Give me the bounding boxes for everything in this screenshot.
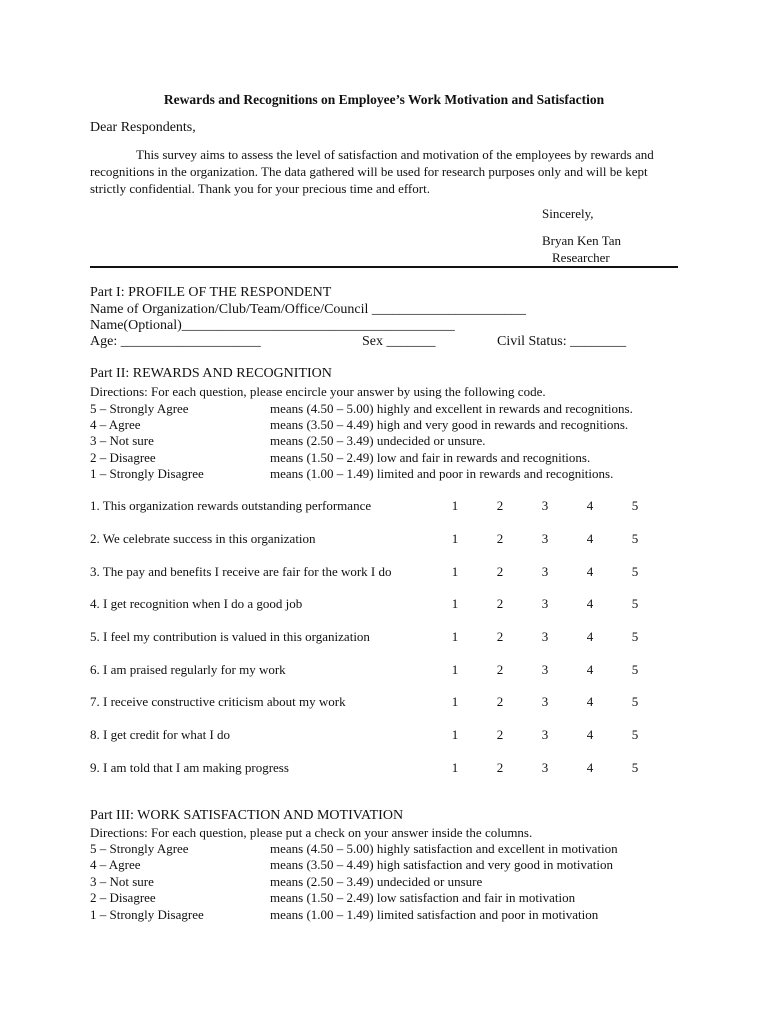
answer-option-1[interactable]: 1: [451, 531, 459, 546]
answer-option-5[interactable]: 5: [631, 564, 639, 579]
answer-option-5[interactable]: 5: [631, 694, 639, 709]
question-text: 8. I get credit for what I do: [90, 727, 231, 742]
answer-option-1[interactable]: 1: [451, 596, 459, 611]
part2-directions: Directions: For each question, please encircle your answer by using the following code.: [90, 384, 546, 399]
answer-option-1[interactable]: 1: [451, 498, 459, 513]
answer-option-4[interactable]: 4: [586, 760, 594, 775]
signature-name: Bryan Ken Tan: [542, 233, 621, 248]
document-title: Rewards and Recognitions on Employee’s Work Motivation and Satisfaction: [163, 92, 605, 107]
answer-option-2[interactable]: 2: [496, 498, 504, 513]
answer-option-4[interactable]: 4: [586, 596, 594, 611]
answer-option-1[interactable]: 1: [451, 629, 459, 644]
question-text: 6. I am praised regularly for my work: [90, 662, 286, 677]
scale-label: 2 – Disagree: [90, 890, 156, 905]
scale-label: 4 – Agree: [90, 857, 141, 872]
scale-meaning: means (1.50 – 2.49) low and fair in rewards and recognitions.: [270, 450, 591, 465]
answer-option-4[interactable]: 4: [586, 531, 594, 546]
part1-heading: Part I: PROFILE OF THE RESPONDENT: [90, 285, 332, 300]
answer-option-1[interactable]: 1: [451, 662, 459, 677]
answer-option-2[interactable]: 2: [496, 694, 504, 709]
answer-option-4[interactable]: 4: [586, 629, 594, 644]
answer-option-2[interactable]: 2: [496, 596, 504, 611]
intro-paragraph: This survey aims to assess the level of satisfaction and motivation of the employees by rewards and recognitions in the organization. The data gathered will be used for research purposes only and will be kept strictly confidential. Thank you for your precious time and effort.: [90, 147, 654, 196]
answer-option-3[interactable]: 3: [541, 662, 549, 677]
answer-option-2[interactable]: 2: [496, 629, 504, 644]
answer-option-5[interactable]: 5: [631, 531, 639, 546]
question-text: 4. I get recognition when I do a good job: [90, 596, 303, 611]
answer-option-3[interactable]: 3: [541, 564, 549, 579]
answer-option-3[interactable]: 3: [541, 760, 549, 775]
answer-option-4[interactable]: 4: [586, 694, 594, 709]
answer-option-2[interactable]: 2: [496, 531, 504, 546]
question-text: 7. I receive constructive criticism about my work: [90, 694, 346, 709]
answer-option-5[interactable]: 5: [631, 498, 639, 513]
name-field[interactable]: Name(Optional)_______________________________________: [90, 318, 455, 333]
answer-option-3[interactable]: 3: [541, 498, 549, 513]
question-text: 9. I am told that I am making progress: [90, 760, 289, 775]
part2-heading: Part II: REWARDS AND RECOGNITION: [90, 366, 332, 381]
answer-option-1[interactable]: 1: [451, 727, 459, 742]
closing: Sincerely,: [542, 206, 594, 221]
answer-option-4[interactable]: 4: [586, 727, 594, 742]
question-text: 3. The pay and benefits I receive are fair for the work I do: [90, 564, 392, 579]
greeting: Dear Respondents,: [90, 120, 196, 135]
question-text: 1. This organization rewards outstanding performance: [90, 498, 372, 513]
scale-label: 5 – Strongly Agree: [90, 841, 189, 856]
answer-option-4[interactable]: 4: [586, 662, 594, 677]
answer-option-5[interactable]: 5: [631, 760, 639, 775]
scale-meaning: means (1.50 – 2.49) low satisfaction and fair in motivation: [270, 890, 576, 905]
answer-option-5[interactable]: 5: [631, 596, 639, 611]
signature-role: Researcher: [552, 250, 610, 265]
scale-meaning: means (3.50 – 4.49) high and very good in rewards and recognitions.: [270, 417, 629, 432]
answer-option-3[interactable]: 3: [541, 596, 549, 611]
part3-heading: Part III: WORK SATISFACTION AND MOTIVATION: [90, 808, 404, 823]
scale-meaning: means (3.50 – 4.49) high satisfaction and very good in motivation: [270, 857, 613, 872]
answer-option-4[interactable]: 4: [586, 564, 594, 579]
civil-status-field[interactable]: Civil Status: ________: [497, 334, 627, 349]
answer-option-1[interactable]: 1: [451, 694, 459, 709]
answer-option-3[interactable]: 3: [541, 531, 549, 546]
answer-option-1[interactable]: 1: [451, 564, 459, 579]
sex-field[interactable]: Sex _______: [362, 334, 436, 349]
scale-label: 5 – Strongly Agree: [90, 401, 189, 416]
answer-option-2[interactable]: 2: [496, 727, 504, 742]
scale-meaning: means (2.50 – 3.49) undecided or unsure.: [270, 433, 486, 448]
scale-meaning: means (4.50 – 5.00) highly and excellent in rewards and recognitions.: [270, 401, 633, 416]
question-text: 2. We celebrate success in this organization: [90, 531, 316, 546]
answer-option-5[interactable]: 5: [631, 662, 639, 677]
scale-label: 4 – Agree: [90, 417, 141, 432]
organization-field[interactable]: Name of Organization/Club/Team/Office/Council ______________________: [90, 302, 526, 317]
scale-meaning: means (1.00 – 1.49) limited and poor in rewards and recognitions.: [270, 466, 614, 481]
answer-option-1[interactable]: 1: [451, 760, 459, 775]
scale-meaning: means (1.00 – 1.49) limited satisfaction and poor in motivation: [270, 907, 599, 922]
divider-rule: [90, 266, 678, 268]
scale-meaning: means (4.50 – 5.00) highly satisfaction and excellent in motivation: [270, 841, 618, 856]
scale-label: 3 – Not sure: [90, 433, 154, 448]
scale-label: 3 – Not sure: [90, 874, 154, 889]
scale-label: 1 – Strongly Disagree: [90, 907, 204, 922]
scale-label: 1 – Strongly Disagree: [90, 466, 204, 481]
answer-option-2[interactable]: 2: [496, 662, 504, 677]
answer-option-4[interactable]: 4: [586, 498, 594, 513]
answer-option-2[interactable]: 2: [496, 564, 504, 579]
answer-option-5[interactable]: 5: [631, 629, 639, 644]
age-field[interactable]: Age: ____________________: [90, 334, 261, 349]
answer-option-3[interactable]: 3: [541, 629, 549, 644]
part3-directions: Directions: For each question, please put a check on your answer inside the columns.: [90, 825, 533, 840]
answer-option-3[interactable]: 3: [541, 694, 549, 709]
question-text: 5. I feel my contribution is valued in this organization: [90, 629, 370, 644]
answer-option-3[interactable]: 3: [541, 727, 549, 742]
scale-meaning: means (2.50 – 3.49) undecided or unsure: [270, 874, 483, 889]
answer-option-2[interactable]: 2: [496, 760, 504, 775]
scale-label: 2 – Disagree: [90, 450, 156, 465]
answer-option-5[interactable]: 5: [631, 727, 639, 742]
